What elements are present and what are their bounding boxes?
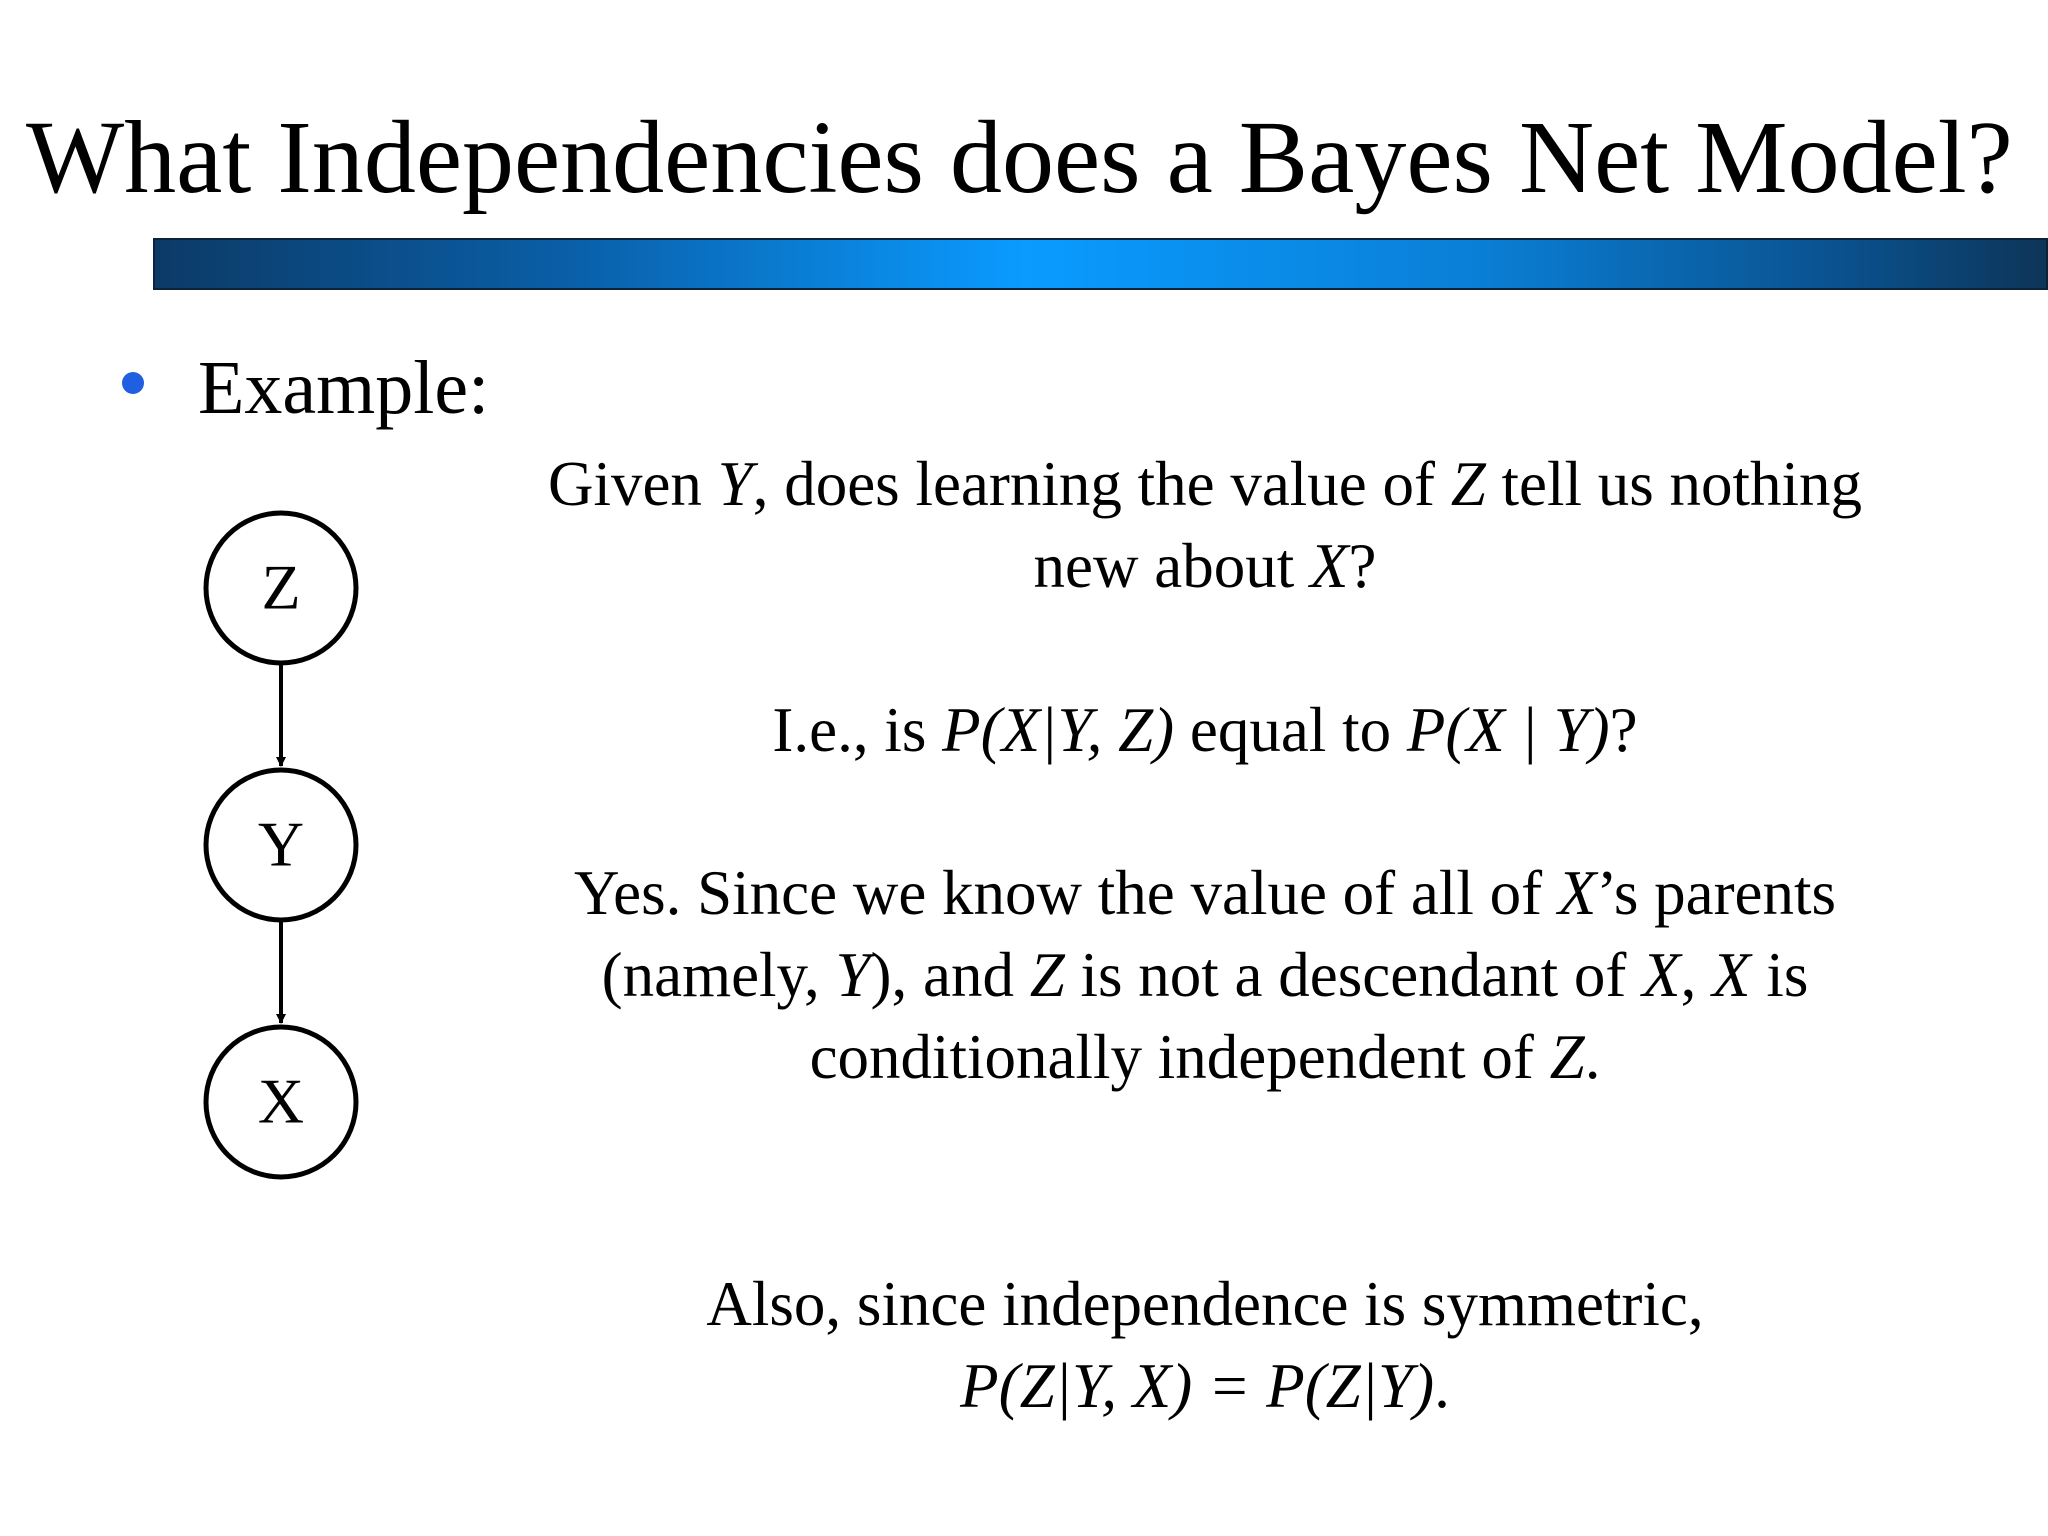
- answer-text-2: ’s parents (namely,: [601, 858, 1837, 1010]
- bullet-example-label: Example:: [198, 346, 490, 430]
- node-y: [206, 770, 356, 920]
- answer-var-x-2: X: [1642, 940, 1681, 1010]
- answer-text-1: Yes. Since we know the value of all of: [573, 858, 1558, 928]
- symmetry-paragraph: [540, 1263, 1870, 1427]
- ie-expression-1: P(X|Y, Z): [942, 695, 1175, 765]
- question-text-1: Given: [547, 449, 718, 519]
- node-x: [206, 1027, 356, 1177]
- answer-text-7: .: [1584, 1022, 1601, 1092]
- symmetry-text-1: Also, since independence is symmetric,: [706, 1269, 1704, 1339]
- question-text-3: tell us nothing new about: [1033, 449, 1863, 601]
- ie-text-3: ?: [1609, 695, 1638, 765]
- question-var-x: X: [1309, 531, 1349, 601]
- symmetry-text-2: .: [1434, 1351, 1450, 1421]
- slide-title: What Independencies does a Bayes Net Model?: [26, 100, 2013, 215]
- answer-paragraph: [540, 852, 1870, 1098]
- symmetry-expression: P(Z|Y, X) = P(Z|Y): [960, 1351, 1435, 1421]
- answer-var-z-1: Z: [1029, 940, 1065, 1010]
- answer-text-4: is not a descendant of: [1064, 940, 1643, 1010]
- question-var-y: Y: [717, 449, 753, 519]
- question-var-z: Z: [1450, 449, 1486, 519]
- node-y-label: Y: [257, 808, 305, 880]
- ie-text-1: I.e., is: [772, 695, 943, 765]
- answer-text-5: ,: [1680, 940, 1713, 1010]
- node-x-label: X: [257, 1065, 305, 1137]
- ie-text-2: equal to: [1174, 695, 1407, 765]
- answer-var-y: Y: [835, 940, 871, 1010]
- answer-var-z-2: Z: [1549, 1022, 1585, 1092]
- node-z-label: Z: [261, 551, 301, 623]
- ie-paragraph: [540, 689, 1870, 771]
- question-text-4: ?: [1348, 531, 1377, 601]
- question-text-2: , does learning the value of: [752, 449, 1451, 519]
- answer-text-6: is conditionally independent of: [809, 940, 1809, 1092]
- question-paragraph: [540, 443, 1870, 607]
- answer-var-x-1: X: [1557, 858, 1597, 928]
- answer-var-x-3: X: [1712, 940, 1751, 1010]
- answer-text-3: ), and: [870, 940, 1030, 1010]
- node-z: [206, 513, 356, 663]
- ie-expression-2: P(X | Y): [1406, 695, 1610, 765]
